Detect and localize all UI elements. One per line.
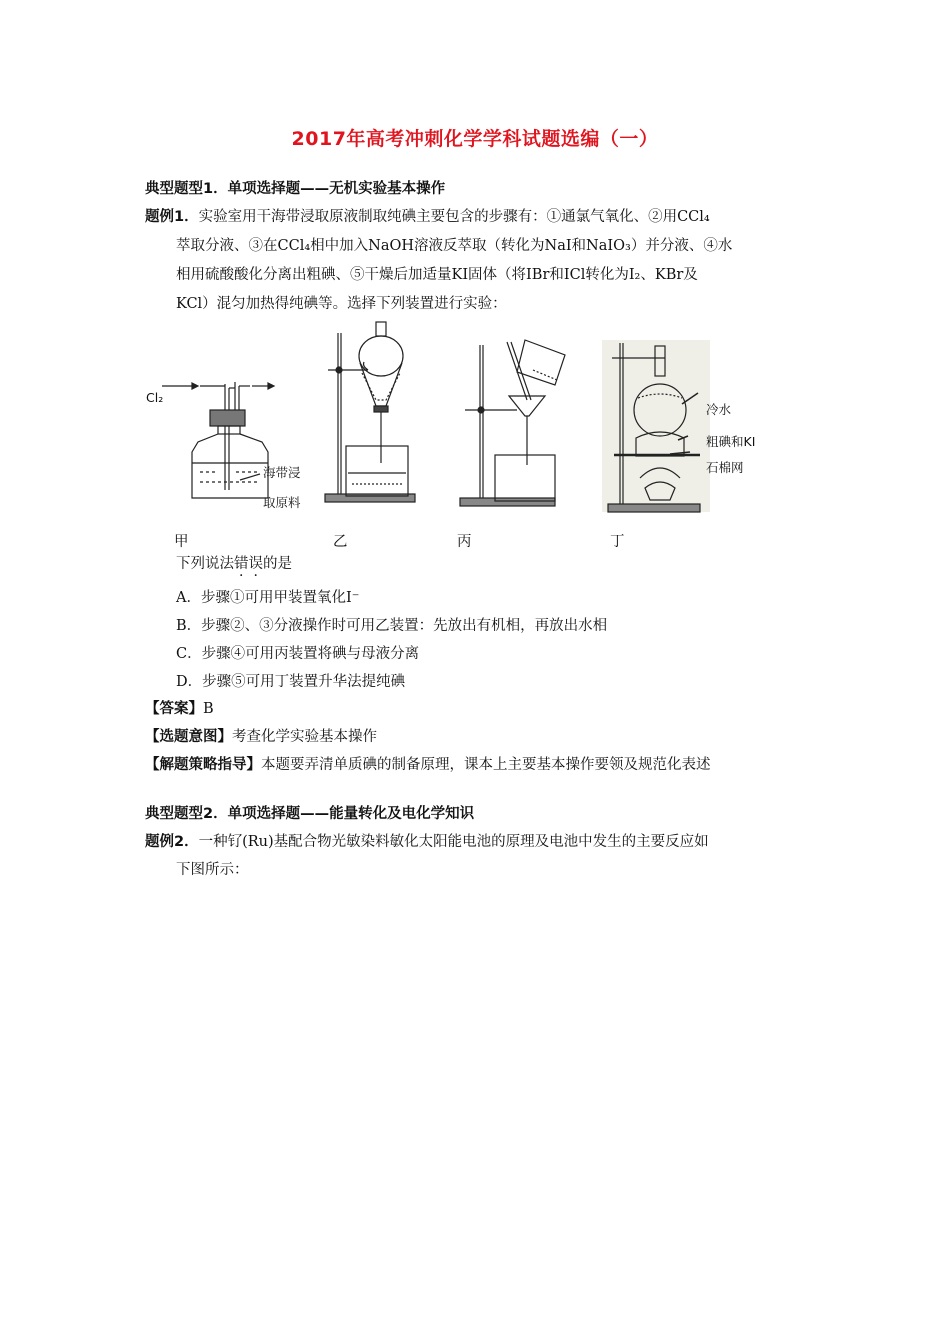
- section-1-heading: 典型题型1．单项选择题——无机实验基本操作: [145, 181, 446, 197]
- example-1-line-2: 萃取分液、③在CCl₄相中加入NaOH溶液反萃取（转化为NaI和NaIO₃）并分液、④水: [176, 238, 733, 254]
- option-a: A．步骤①可用甲装置氧化I⁻: [176, 590, 360, 606]
- cold-water-label: 冷水: [706, 402, 732, 417]
- emphasis-char-1: 错: [234, 556, 249, 572]
- example-1-line-1: 题例1．实验室用干海带浸取原液制取纯碘主要包含的步骤有：①通氯气氧化、②用CCl₄: [145, 209, 710, 225]
- intent-label: 【选题意图】: [145, 729, 232, 745]
- label-jia: 甲: [174, 534, 189, 550]
- label-yi: 乙: [333, 534, 348, 550]
- example-1-label: 题例1．: [145, 209, 199, 225]
- strategy-line: [145, 753, 711, 774]
- example-2-line-1: 题例2．一种钌(Ru)基配合物光敏染料敏化太阳能电池的原理及电池中发生的主要反应如: [145, 834, 709, 850]
- option-b: B．步骤②、③分液操作时可用乙装置：先放出有机相，再放出水相: [176, 618, 608, 634]
- seaweed-label-1: 海带浸: [263, 465, 301, 480]
- section-2-heading: 典型题型2．单项选择题——能量转化及电化学知识: [145, 806, 475, 822]
- answer-value: B: [203, 701, 214, 717]
- example-1-line-3: 相用硫酸酸化分离出粗碘、⑤干燥后加适量KI固体（将IBr和ICl转化为I₂、KBr及: [176, 267, 698, 283]
- option-d: D．步骤⑤可用丁装置升华法提纯碘: [176, 674, 406, 690]
- strategy-value: 本题要弄清单质碘的制备原理，课本上主要基本操作要领及规范化表述: [261, 757, 711, 773]
- seaweed-label-2: 取原料: [263, 495, 301, 510]
- asbestos-label: 石棉网: [706, 460, 744, 475]
- example-2-label: 题例2．: [145, 834, 199, 850]
- apparatus-bing-diagram: [455, 330, 575, 510]
- intent-value: 考查化学实验基本操作: [232, 729, 377, 745]
- option-c: C．步骤④可用丙装置将碘与母液分离: [176, 646, 420, 662]
- crude-iodine-label: 粗碘和KI: [706, 434, 756, 449]
- answer-line: [145, 697, 214, 718]
- example-1-line-4: KCl）混匀加热得纯碘等。选择下列装置进行实验：: [176, 296, 507, 312]
- apparatus-ding-diagram: [600, 338, 715, 518]
- apparatus-yi-diagram: [320, 318, 420, 508]
- label-ding: 丁: [610, 534, 625, 550]
- emphasis-char-2: 误: [248, 556, 263, 572]
- answer-label: 【答案】: [145, 701, 203, 717]
- strategy-label: 【解题策略指导】: [145, 757, 261, 773]
- example-2-line-2: 下图所示：: [176, 862, 249, 878]
- question-stem: 下列说法错误的是: [176, 556, 292, 572]
- cl2-label: Cl₂: [146, 390, 164, 405]
- label-bing: 丙: [457, 534, 472, 550]
- page-title: 2017年高考冲刺化学学科试题选编（一）: [291, 128, 659, 150]
- intent-line: [145, 725, 377, 746]
